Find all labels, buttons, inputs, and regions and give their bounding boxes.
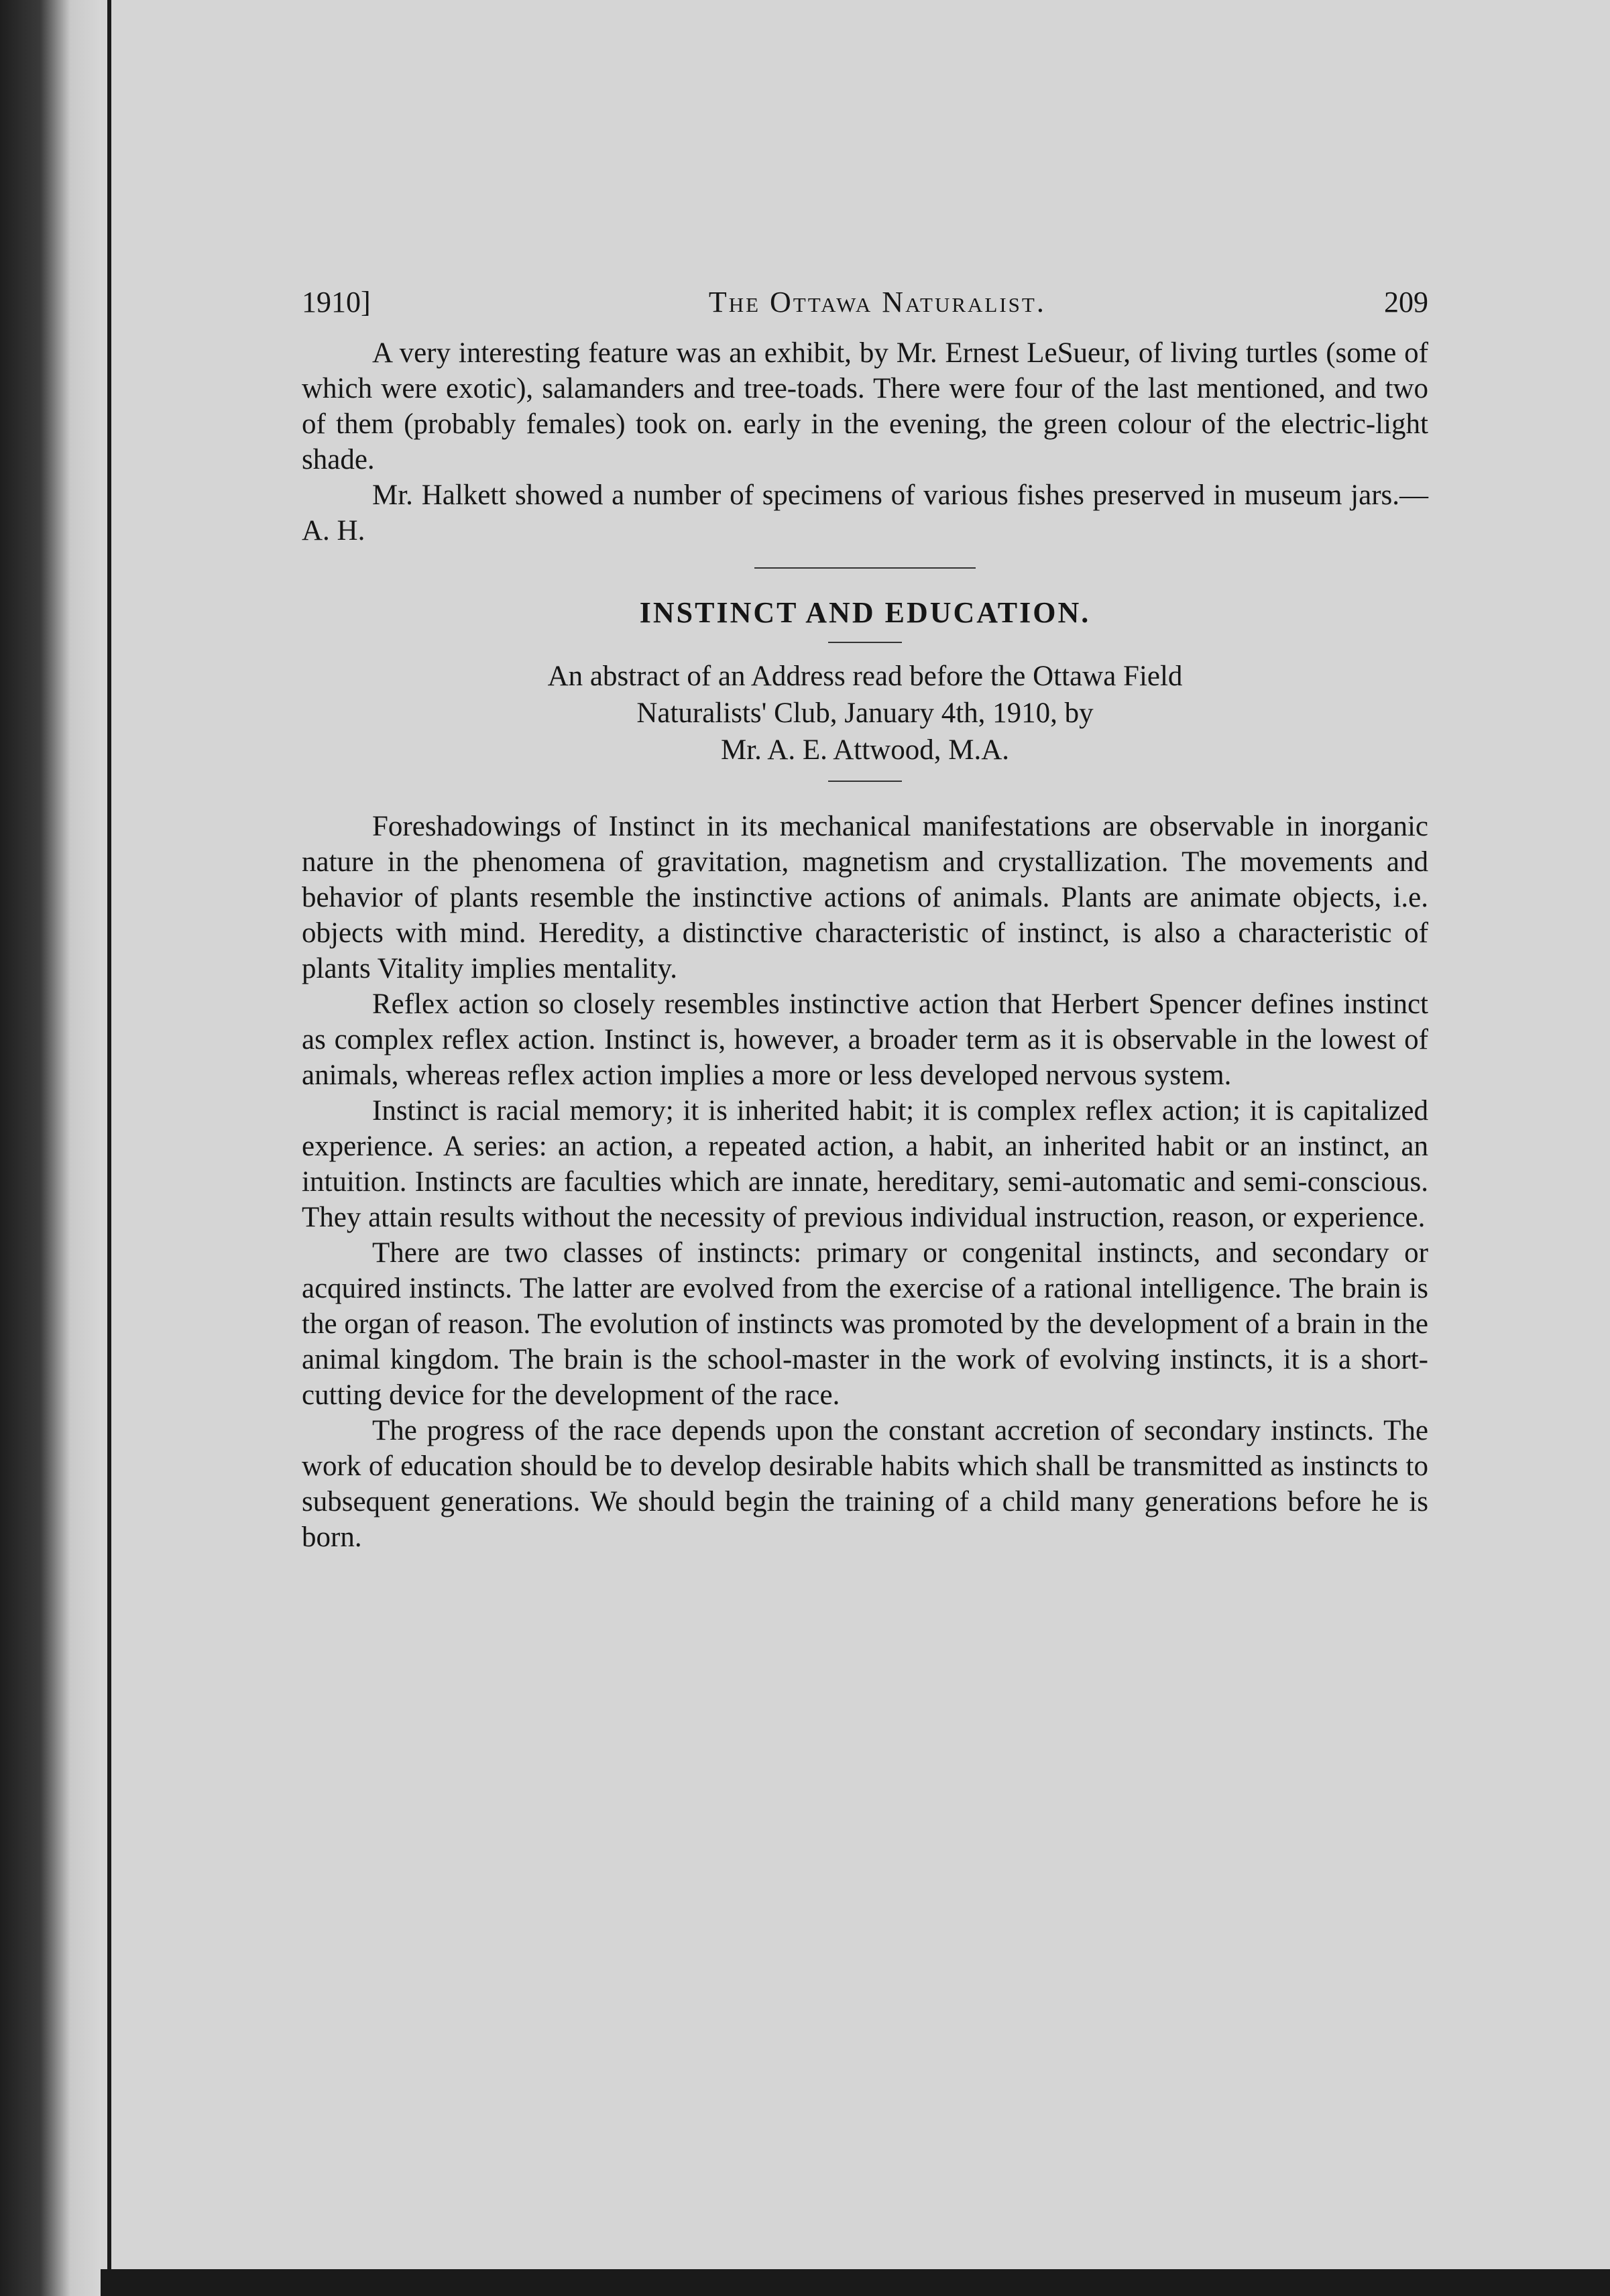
article-paragraph-4: There are two classes of instincts: primary or congenital instincts, and secondary or acquired instincts. The latter are evolved from the exercise of a rational intelligence. The brain is the organ of reason. The evolution of instincts was promoted by the development of a brain in the animal kingdom. The brain is the school-master in the work of evolving instincts, it is a short-cutting device for the development of the race. bbox=[302, 1237, 1428, 1411]
journal-title: The Ottawa Naturalist. bbox=[708, 286, 1046, 319]
scan-bottom-edge bbox=[101, 2269, 1610, 2296]
article-paragraph-1: Foreshadowings of Instinct in its mechanical manifestations are observable in inorganic nature in the phenomena of gravitation, magnetism and crystallization. The movements and behavior of plants resemble the instinctive actions of animals. Plants are animate objects, i.e. objects with mind. Heredity, a distinctive characteristic of instinct, is also a characteristic of plants Vitality implies mentality. bbox=[302, 811, 1428, 984]
section-divider bbox=[754, 567, 976, 569]
abstract-line-2: Naturalists' Club, January 4th, 1910, by bbox=[636, 697, 1094, 729]
article-paragraph-3: Instinct is racial memory; it is inherited habit; it is complex reflex action; it is capitalized experience. A series: an action, a repeated action, a habit, an inherited habit or an instinct, an intuition. Instincts are faculties which are innate, hereditary, semi-automatic and semi-conscious. They attain results without the necessity of previous individual instruction, reason, or experience. bbox=[302, 1095, 1428, 1233]
scan-left-edge bbox=[0, 0, 101, 2296]
running-head bbox=[302, 285, 1428, 319]
article-paragraph-5: The progress of the race depends upon the constant accretion of secondary instincts. The work of education should be to develop desirable habits which shall be transmitted as instincts to subsequent generations. We should begin the training of a child many generations before he is born. bbox=[302, 1415, 1428, 1553]
abstract bbox=[302, 658, 1428, 768]
page bbox=[101, 0, 1610, 2296]
prev-paragraph-1: A very interesting feature was an exhibit, by Mr. Ernest LeSueur, of living turtles (some of which were exotic), salamanders and tree-toads. There were four of the last mentioned, and two of them (probably females) took on. early in the evening, the green colour of the electric-light shade. bbox=[302, 337, 1428, 475]
abstract-rule bbox=[828, 781, 902, 782]
abstract-line-1: An abstract of an Address read before the Ottawa Field bbox=[547, 661, 1183, 692]
gutter-line bbox=[107, 0, 111, 2296]
abstract-line-3: Mr. A. E. Attwood, M.A. bbox=[720, 734, 1010, 766]
article-body bbox=[302, 809, 1428, 1555]
page-number: 209 bbox=[1384, 286, 1428, 319]
page-content bbox=[302, 285, 1428, 1555]
article-title: INSTINCT AND EDUCATION. bbox=[639, 596, 1091, 629]
prev-paragraph-2: Mr. Halkett showed a number of specimens of various fishes preserved in museum jars.—A. H. bbox=[302, 479, 1428, 547]
header-year: 1910] bbox=[302, 286, 371, 319]
article-paragraph-2: Reflex action so closely resembles instinctive action that Herbert Spencer defines instinct as complex reflex action. Instinct is, however, a broader term as it is observable in the lowest of animals, whereas reflex action implies a more or less developed nervous system. bbox=[302, 988, 1428, 1091]
title-rule bbox=[828, 642, 902, 643]
